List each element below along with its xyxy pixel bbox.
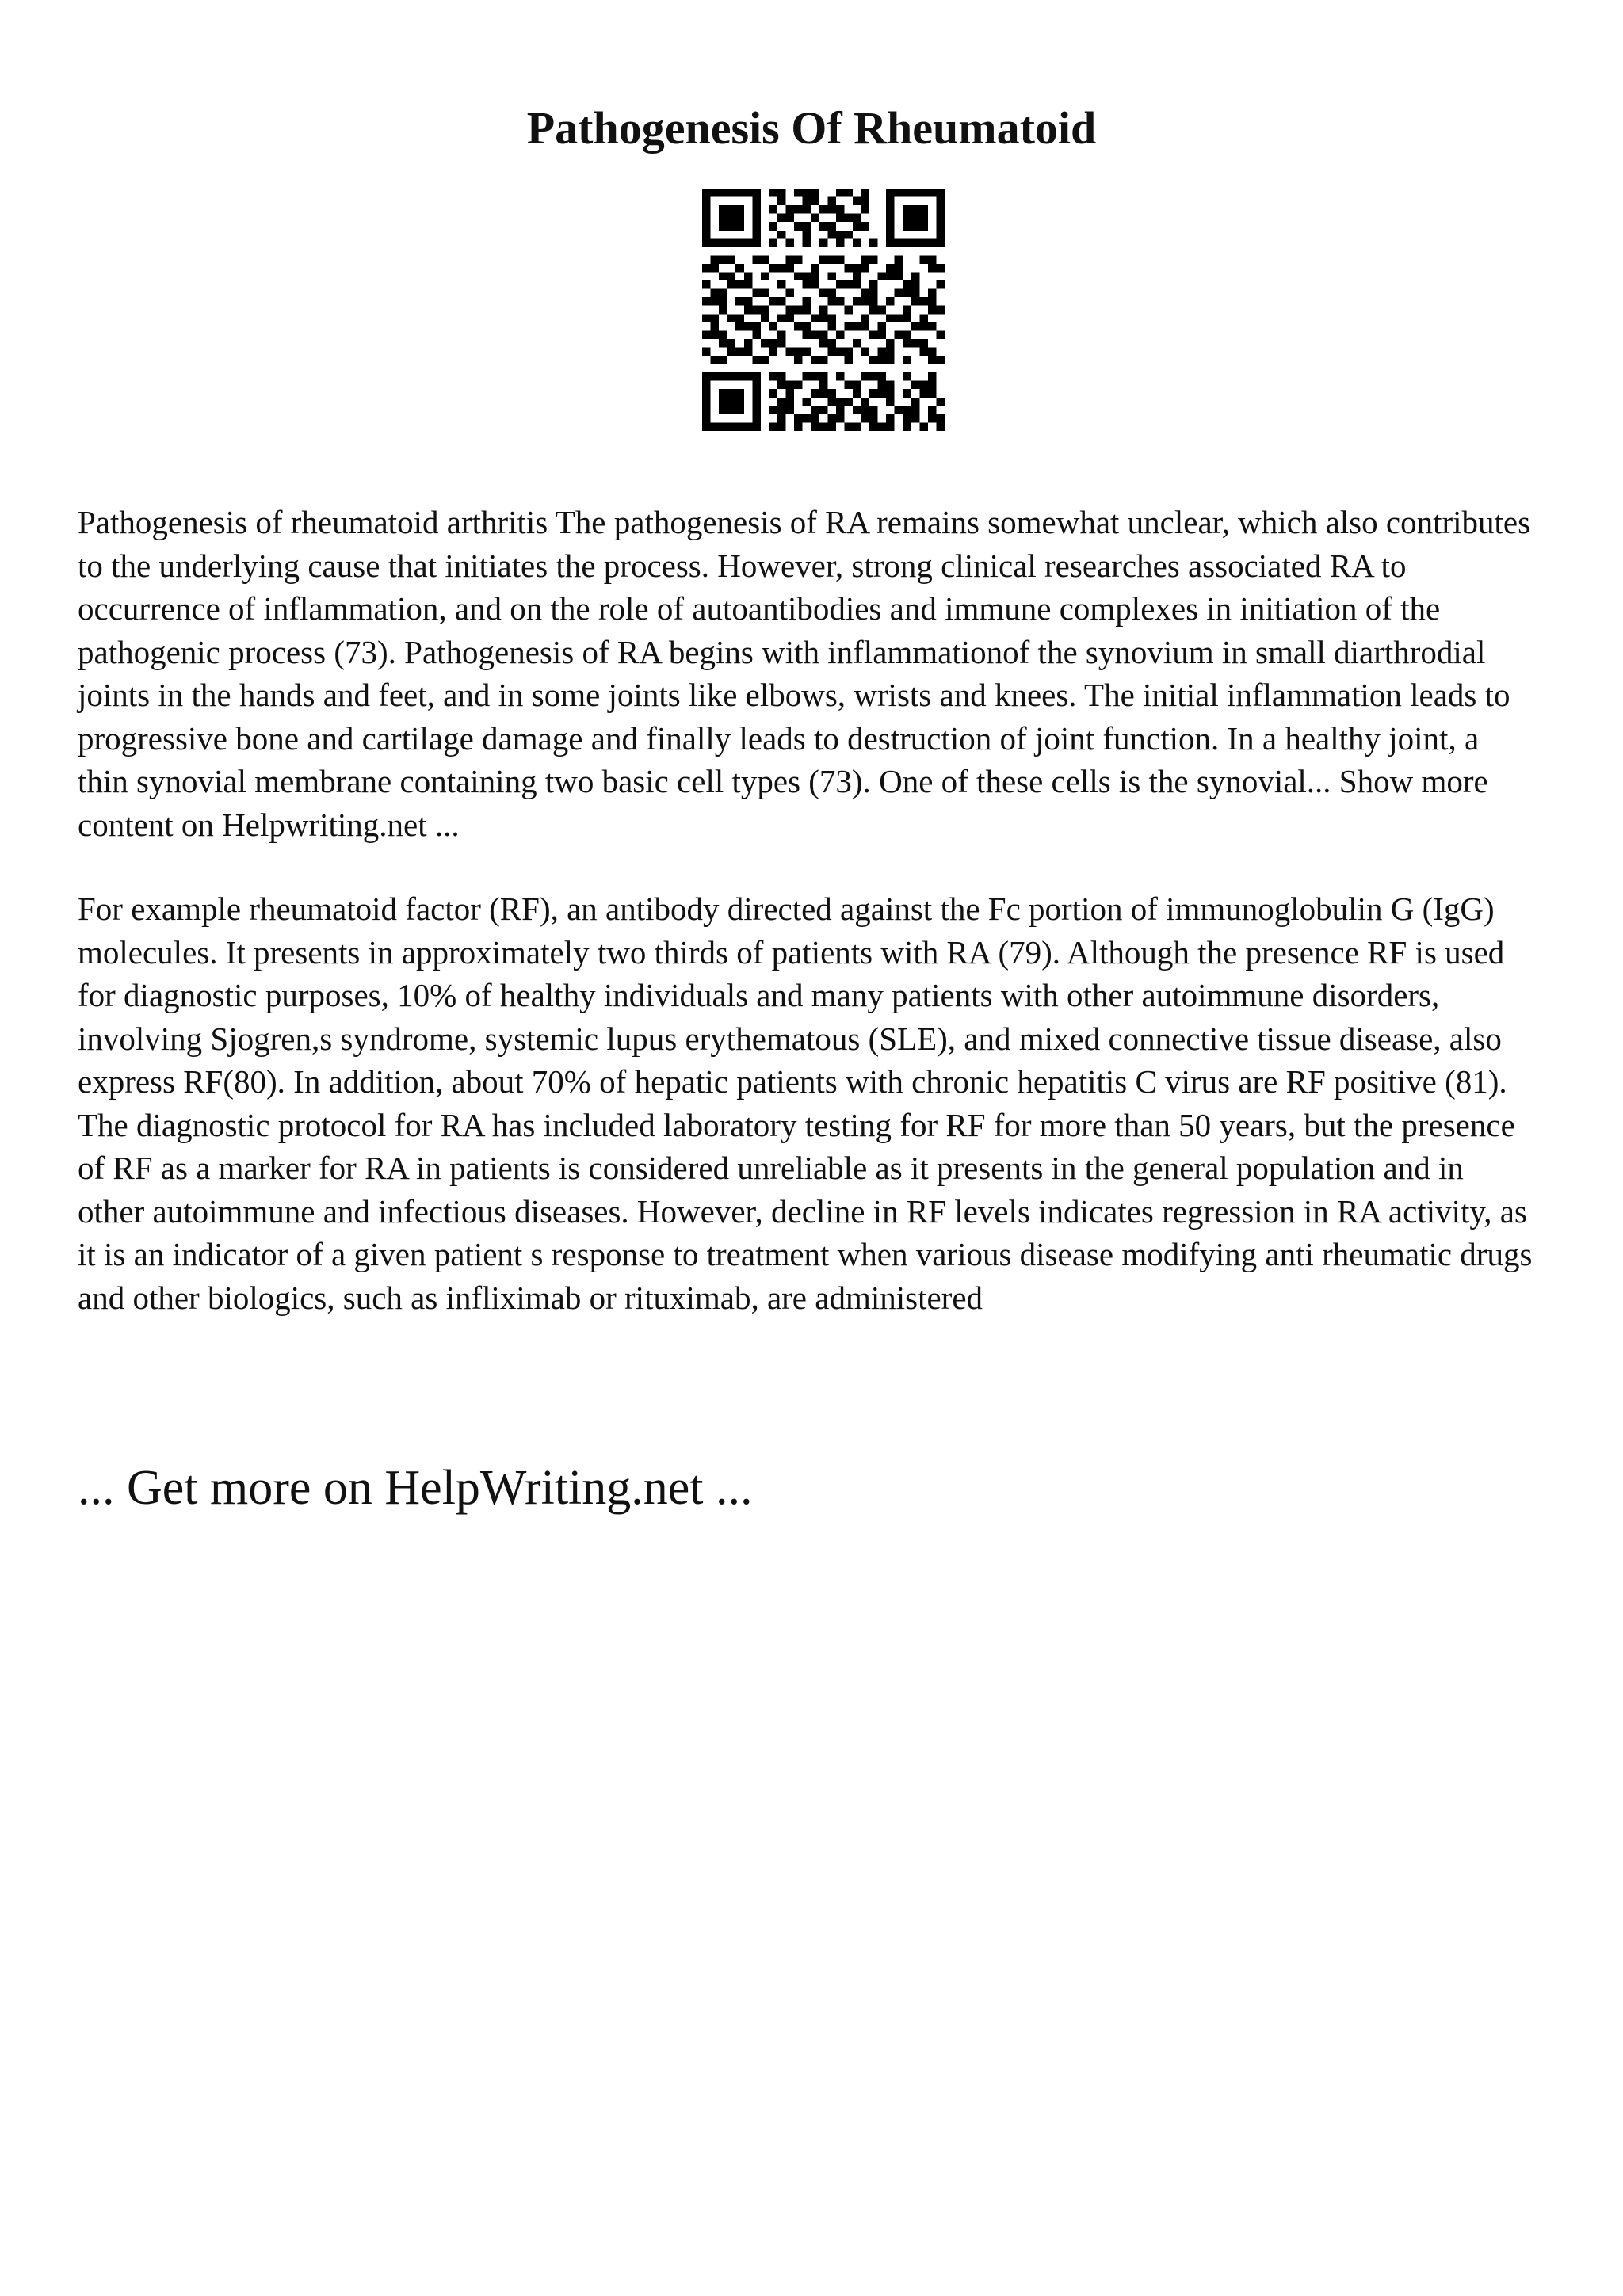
body-paragraph-1: Pathogenesis of rheumatoid arthritis The pathogenesis of RA remains somewhat unclear, which also contributes to the underlying cause that initiates the process. However, strong clinical researches associated RA to occurrence of inflammation, and on the role of autoantibodies and immune complexes in initiation of the pathogenic process (73). Pathogenesis of RA begins with inflammationof the synovium in small diarthrodial joints in the hands and feet, and in some joints like elbows, wrists and knees. The initial inflammation leads to progressive bone and cartilage damage and finally leads to destruction of joint function. In a healthy joint, a thin synovial membrane containing two basic cell types (73). One of these cells is the synovial... Show more content on Helpwriting.net ... xyxy=(78,504,1531,843)
body-paragraph-2: For example rheumatoid factor (RF), an antibody directed against the Fc portion of immunoglobulin G (IgG) molecules. It presents in approximately two thirds of patients with RA (79). Although the presence RF is used for diagnostic purposes, 10% of healthy individuals and many patients with other autoimmune disorders, involving Sjogren,s syndrome, systemic lupus erythematous (SLE), and mixed connective tissue disease, also express RF(80). In addition, about 70% of hepatic patients with chronic hepatitis C virus are RF positive (81). The diagnostic protocol for RA has included laboratory testing for RF for more than 50 years, but the presence of RF as a marker for RA in patients is considered unreliable as it presents in the general population and in other autoimmune and infectious diseases. However, decline in RF levels indicates regression in RA activity, as it is an indicator of a given patient s response to treatment when various disease modifying anti rheumatic drugs and other biologics, such as infliximab or rituximab, are administered xyxy=(78,891,1533,1316)
get-more-link[interactable]: ... Get more on HelpWriting.net ... xyxy=(78,1461,753,1515)
qr-code-icon[interactable] xyxy=(702,189,945,431)
page-title: Pathogenesis Of Rheumatoid xyxy=(526,102,1097,154)
